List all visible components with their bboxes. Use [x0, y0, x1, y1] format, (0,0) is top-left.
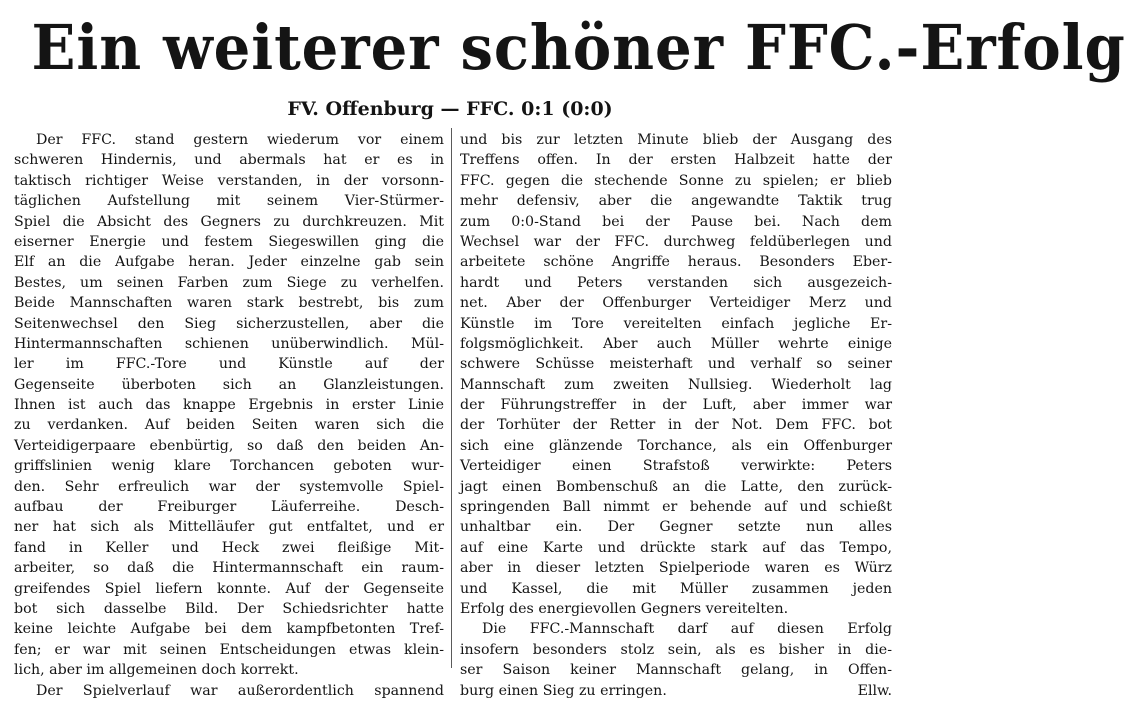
text-line: aber in dieser letzten Spielperiode waren es Würz: [460, 560, 892, 577]
text-line: Mannschaft zum zweiten Nullsieg. Wiederholt lag: [460, 376, 892, 393]
text-line: aufbau der Freiburger Läuferreihe. Desch-: [14, 499, 444, 516]
text-line: ner hat sich als Mittelläufer gut entfaltet, und er: [14, 519, 444, 536]
text-line: springenden Ball nimmt er behende auf und schießt: [460, 499, 892, 516]
text-line: Gegenseite überboten sich an Glanzleistungen.: [14, 376, 444, 393]
article-column-right: [460, 130, 892, 701]
text-line: lich, aber im allgemeinen doch korrekt.: [14, 662, 299, 679]
text-line: der Führungstreffer in der Luft, aber immer war: [460, 397, 892, 414]
text-line: greifendes Spiel liefern konnte. Auf der Gegenseite: [14, 580, 444, 597]
text-line: Hintermannschaften schienen unüberwindlich. Mül-: [14, 335, 444, 352]
text-line: Erfolg des energievollen Gegners vereitelten.: [460, 600, 789, 617]
text-line: hardt und Peters verstanden sich ausgezeich-: [460, 274, 892, 291]
text-line: bot sich dasselbe Bild. Der Schiedsrichter hatte: [14, 600, 444, 617]
text-line: Ihnen ist auch das knappe Ergebnis in erster Linie: [14, 397, 444, 414]
text-line: Seitenwechsel den Sieg sicherzustellen, aber die: [14, 315, 444, 332]
text-line: keine leichte Aufgabe bei dem kampfbetonten Tref-: [14, 621, 444, 638]
text-line: täglichen Aufstellung mit seinem Vier-Stürmer-: [14, 193, 444, 210]
text-line: schweren Hindernis, und abermals hat er es in: [14, 152, 444, 169]
text-line: Der Spielverlauf war außerordentlich spannend: [36, 682, 444, 699]
text-line: Elf an die Aufgabe heran. Jeder einzelne gab sein: [14, 254, 444, 271]
headline: Ein weiterer schöner FFC.-Erfolg: [31, 11, 1126, 84]
text-line: Verteidigerpaare ebenbürtig, so daß den beiden An-: [14, 437, 444, 454]
final-line: [460, 681, 892, 701]
match-result-subheading: FV. Offenburg — FFC. 0:1 (0:0): [287, 98, 613, 120]
text-line: Die FFC.-Mannschaft darf auf diesen Erfolg: [482, 621, 892, 638]
author-signature: Ellw.: [857, 682, 892, 699]
text-line: burg einen Sieg zu erringen.: [460, 682, 667, 699]
text-line: insofern besonders stolz sein, als es bisher in die-: [460, 641, 892, 658]
text-line: arbeitete schöne Angriffe heraus. Besonders Eber-: [460, 254, 892, 271]
column-divider: [451, 128, 452, 668]
article-column-left: [14, 130, 444, 701]
text-line: Künstle im Tore vereitelten einfach jegliche Er-: [460, 315, 892, 332]
text-line: Bestes, um seinen Farben zum Siege zu verhelfen.: [14, 274, 444, 291]
text-line: der Torhüter der Retter in der Not. Dem FFC. bot: [460, 417, 892, 434]
text-line: Wechsel war der FFC. durchweg feldüberlegen und: [460, 233, 892, 250]
text-line: mehr defensiv, aber die angewandte Taktik trug: [460, 193, 892, 210]
text-line: und bis zur letzten Minute blieb der Ausgang des: [460, 132, 892, 148]
text-line: jagt einen Bombenschuß an die Latte, den zurück-: [460, 478, 892, 495]
text-line: Beide Mannschaften waren stark bestrebt, bis zum: [14, 295, 444, 312]
text-line: unhaltbar ein. Der Gegner setzte nun alles: [460, 519, 892, 536]
text-line: net. Aber der Offenburger Verteidiger Merz und: [460, 295, 892, 312]
text-line: sich eine glänzende Torchance, als ein Offenburger: [460, 437, 892, 454]
text-line: zum 0:0-Stand bei der Pause bei. Nach dem: [460, 213, 892, 230]
text-line: den. Sehr erfreulich war der systemvolle Spiel-: [14, 478, 444, 495]
text-line: arbeiter, so daß die Hintermannschaft ein raum-: [14, 560, 444, 577]
text-line: Spiel die Absicht des Gegners zu durchkreuzen. Mit: [14, 213, 444, 230]
text-line: fen; er war mit seinen Entscheidungen etwas klein-: [14, 641, 444, 658]
text-line: auf eine Karte und drückte stark auf das Tempo,: [460, 539, 892, 556]
text-line: schwere Schüsse meisterhaft und verhalf so seiner: [460, 356, 892, 373]
text-line: taktisch richtiger Weise verstanden, in der vorsonn-: [14, 172, 444, 189]
text-line: FFC. gegen die stechende Sonne zu spielen; er blieb: [460, 172, 892, 189]
text-line: fand in Keller und Heck zwei fleißige Mit-: [14, 539, 444, 556]
text-line: und Kassel, die mit Müller zusammen jeden: [460, 580, 892, 597]
text-line: Der FFC. stand gestern wiederum vor einem: [36, 132, 444, 148]
text-line: Verteidiger einen Strafstoß verwirkte: Peters: [460, 458, 892, 475]
text-line: Treffens offen. In der ersten Halbzeit hatte der: [460, 152, 892, 169]
text-line: ler im FFC.-Tore und Künstle auf der: [14, 356, 444, 373]
text-line: zu verdanken. Auf beiden Seiten waren sich die: [14, 417, 444, 434]
text-line: eiserner Energie und festem Siegeswillen ging die: [14, 233, 444, 250]
text-line: griffslinien wenig klare Torchancen geboten wur-: [14, 458, 444, 475]
text-line: ser Saison keiner Mannschaft gelang, in Offen-: [460, 662, 892, 679]
text-line: folgsmöglichkeit. Aber auch Müller wehrte einige: [460, 335, 892, 352]
